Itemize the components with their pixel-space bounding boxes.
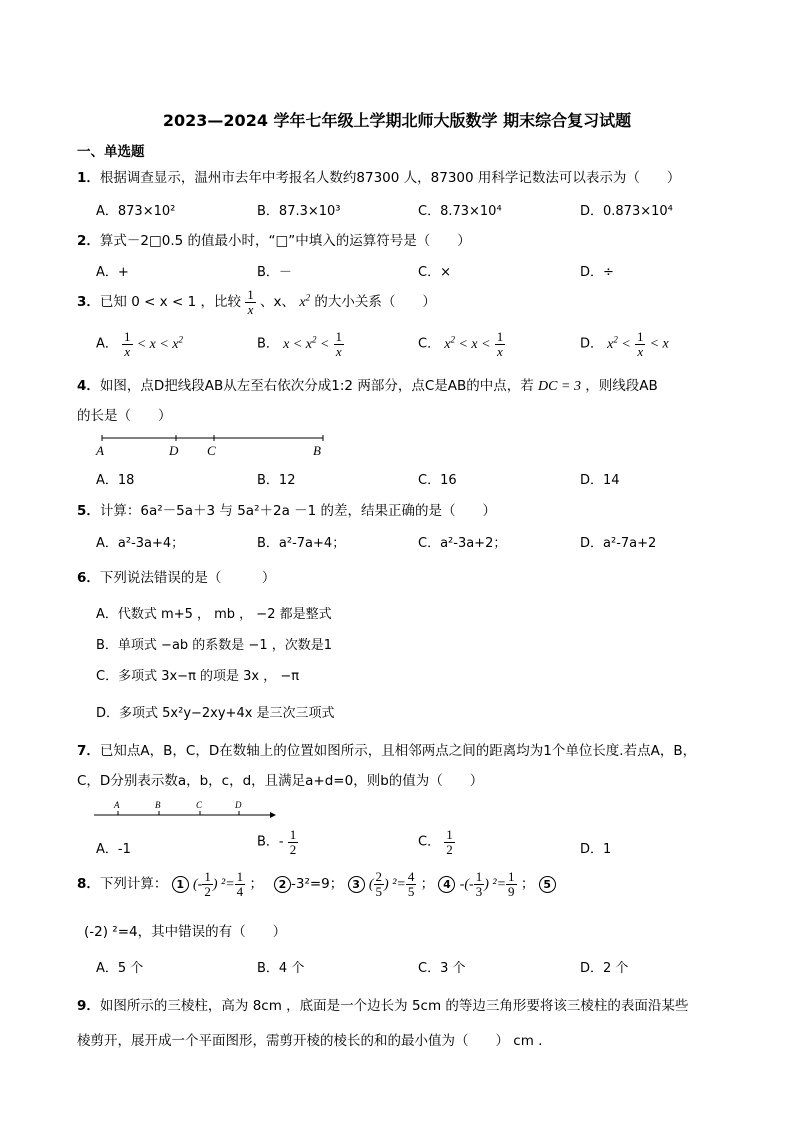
math-x-squared: $x^2$	[299, 292, 311, 311]
question-text: C，D分别表示数a，b，c，d，且满足a+d=0，则b的值为（ ）	[77, 773, 484, 789]
item-math: ) ²=	[212, 877, 235, 893]
item-math: ) ²=	[484, 877, 507, 893]
number-line-diagram	[90, 798, 280, 822]
question-5	[77, 499, 496, 519]
point-label: A	[96, 443, 104, 458]
question-text: 下列计算：	[99, 876, 168, 893]
item-math: -(-	[459, 877, 474, 893]
question-text: 、x、	[260, 294, 296, 311]
question-text: ，则线段AB	[585, 378, 658, 394]
math-condition: DC = 3	[538, 379, 581, 394]
q4-option-c[interactable]: C．16	[418, 473, 457, 488]
separator: ；	[520, 876, 535, 893]
q3-option-b[interactable]	[257, 330, 344, 358]
option-math: $x^2 < x$ <	[444, 333, 491, 352]
question-text: 算式－2□0.5 的值最小时，“□”中填入的运算符号是（ ）	[99, 233, 471, 249]
q8-option-d[interactable]: D．2 个	[580, 961, 629, 976]
fraction-1-over-x: $\frac{1}{x}$	[247, 287, 254, 317]
option-math: $x^2$ <	[607, 333, 631, 352]
fraction-1-over-2: $\frac{1}{2}$	[289, 827, 297, 857]
point-label: B	[155, 800, 161, 810]
item-math: (	[368, 877, 374, 893]
q5-option-d[interactable]: D．a²-7a+2	[580, 536, 657, 551]
option-math: < x	[649, 336, 669, 352]
option-math: < $x < x^2$	[136, 333, 184, 352]
question-1	[77, 166, 680, 186]
question-2	[77, 229, 471, 249]
question-6	[77, 566, 275, 586]
question-number: 3．	[77, 294, 100, 311]
item-math: (-	[193, 877, 203, 893]
q6-option-d[interactable]: D．多项式 5x²y−2xy+4x 是三次三项式	[96, 706, 335, 721]
fraction-1-over-x: $\frac{1}{x}$	[124, 329, 131, 359]
question-number: 4．	[77, 378, 100, 394]
q8-option-b[interactable]: B．4 个	[257, 961, 305, 976]
question-text: 已知点A，B，C，D在数轴上的位置如图所示，且相邻两点之间的距离均为1个单位长度.若点A，B，	[99, 743, 697, 759]
q2-option-a[interactable]: A．+	[96, 265, 129, 280]
question-text: (-2) ²=4，其中错误的有（ ）	[84, 924, 287, 940]
question-number: 6．	[77, 570, 100, 586]
question-number: 8．	[77, 876, 100, 893]
q7-option-d[interactable]: D．1	[580, 842, 612, 857]
point-label: A	[114, 800, 120, 810]
fraction-1-over-x: $\frac{1}{x}$	[496, 329, 504, 359]
separator: ；	[249, 876, 270, 893]
q7-option-b[interactable]	[257, 828, 298, 856]
point-label: C	[207, 443, 216, 458]
q4-option-a[interactable]: A．18	[96, 473, 135, 488]
point-label: C	[196, 800, 203, 810]
option-label: C．	[418, 834, 441, 850]
question-text: 已知 0 < x < 1 ，比较	[99, 294, 241, 311]
q6-option-a[interactable]: A．代数式 m+5 ， mb ， −2 都是整式	[96, 607, 332, 622]
question-text: 的大小关系（ ）	[314, 294, 436, 311]
option-label: A．	[96, 336, 118, 352]
question-number: 7．	[77, 743, 100, 759]
section-heading: 一、单选题	[77, 144, 145, 160]
q3-option-c[interactable]	[418, 330, 505, 358]
circled-number-3: 3	[348, 876, 365, 893]
fraction-1-over-4: $\frac{1}{4}$	[236, 869, 244, 899]
circled-number-1: 1	[172, 876, 189, 893]
fraction-2-over-5: $\frac{2}{5}$	[375, 869, 383, 899]
q1-option-b[interactable]: B．87.3×10³	[257, 204, 341, 219]
question-number: 9．	[77, 998, 100, 1014]
question-number: 1．	[77, 170, 100, 186]
fraction-1-over-x: $\frac{1}{x}$	[335, 329, 343, 359]
circled-number-5: 5	[539, 876, 556, 893]
item-math: ) ²=	[384, 877, 406, 893]
question-text: 下列说法错误的是（ ）	[99, 570, 276, 586]
fraction-1-over-2: $\frac{1}{2}$	[204, 869, 211, 899]
q2-option-d[interactable]: D．÷	[580, 265, 614, 280]
question-3	[77, 288, 436, 316]
q1-option-d[interactable]: D．0.873×10⁴	[580, 204, 673, 219]
question-text: 如图，点D把线段AB从左至右依次分成1:2 两部分，点C是AB的中点，若	[99, 378, 534, 394]
option-label: B．	[257, 336, 279, 352]
q8-option-a[interactable]: A．5 个	[96, 961, 144, 976]
q4-option-b[interactable]: B．12	[257, 473, 296, 488]
option-label: C．	[418, 336, 441, 352]
point-label: B	[313, 443, 321, 458]
option-label: B．-	[257, 834, 284, 850]
q7-option-a[interactable]: A．-1	[96, 842, 131, 857]
q1-option-a[interactable]: A．873×10²	[96, 204, 176, 219]
option-label: D．	[580, 336, 604, 352]
q6-option-c[interactable]: C．多项式 3x−π 的项是 3x ， −π	[96, 669, 300, 684]
question-number: 2．	[77, 233, 100, 249]
q7-option-c[interactable]	[418, 828, 455, 856]
fraction-1-over-3: $\frac{1}{3}$	[475, 869, 483, 899]
q5-option-a[interactable]: A．a²-3a+4；	[96, 536, 185, 551]
question-text: 如图所示的三棱柱，高为 8cm ，底面是一个边长为 5cm 的等边三角形要将该三棱柱的表面沿某些	[99, 998, 689, 1014]
question-text: 根据调查显示，温州市去年中考报名人数约87300 人，87300 用科学记数法可以表示为（ ）	[99, 170, 681, 186]
question-9	[77, 994, 688, 1014]
q2-option-c[interactable]: C．×	[418, 265, 451, 280]
fraction-1-over-9: $\frac{1}{9}$	[508, 869, 515, 899]
q4-option-d[interactable]: D．14	[580, 473, 620, 488]
arrow-head-icon	[270, 812, 276, 818]
item-math: -3²=9；	[290, 876, 344, 893]
segment-diagram	[90, 430, 340, 460]
q2-option-b[interactable]: B．－	[257, 265, 292, 280]
option-math: $x < x^2$ <	[283, 333, 330, 352]
q8-option-c[interactable]: C．3 个	[418, 961, 466, 976]
question-text: 棱剪开，展开成一个平面图形，需剪开棱的棱长的和的最小值为（ ） cm .	[77, 1033, 543, 1049]
point-label: D	[169, 443, 179, 458]
q3-option-a[interactable]	[96, 330, 183, 358]
page-title: 2023—2024 学年七年级上学期北师大版数学 期末综合复习试题	[162, 111, 632, 130]
q3-option-d[interactable]	[580, 330, 669, 358]
question-4	[77, 374, 658, 395]
question-number: 5．	[77, 503, 100, 519]
circled-number-4: 4	[438, 876, 455, 893]
q6-option-b[interactable]: B．单项式 −ab 的系数是 −1 ，次数是1	[96, 638, 332, 653]
fraction-1-over-2: $\frac{1}{2}$	[446, 827, 453, 857]
circled-number-2: 2	[274, 876, 291, 893]
question-text: 的长是（ ）	[77, 408, 172, 424]
q5-option-c[interactable]: C．a²-3a+2；	[418, 536, 507, 551]
point-label: D	[235, 800, 242, 810]
question-text: 计算：6a²－5a＋3 与 5a²＋2a －1 的差，结果正确的是（ ）	[99, 503, 497, 519]
separator: ；	[420, 876, 435, 893]
question-7	[77, 739, 696, 759]
fraction-1-over-x: $\frac{1}{x}$	[636, 329, 644, 359]
fraction-4-over-5: $\frac{4}{5}$	[407, 869, 415, 899]
question-8	[77, 870, 556, 898]
q5-option-b[interactable]: B．a²-7a+4；	[257, 536, 346, 551]
q1-option-c[interactable]: C．8.73×10⁴	[418, 204, 502, 219]
